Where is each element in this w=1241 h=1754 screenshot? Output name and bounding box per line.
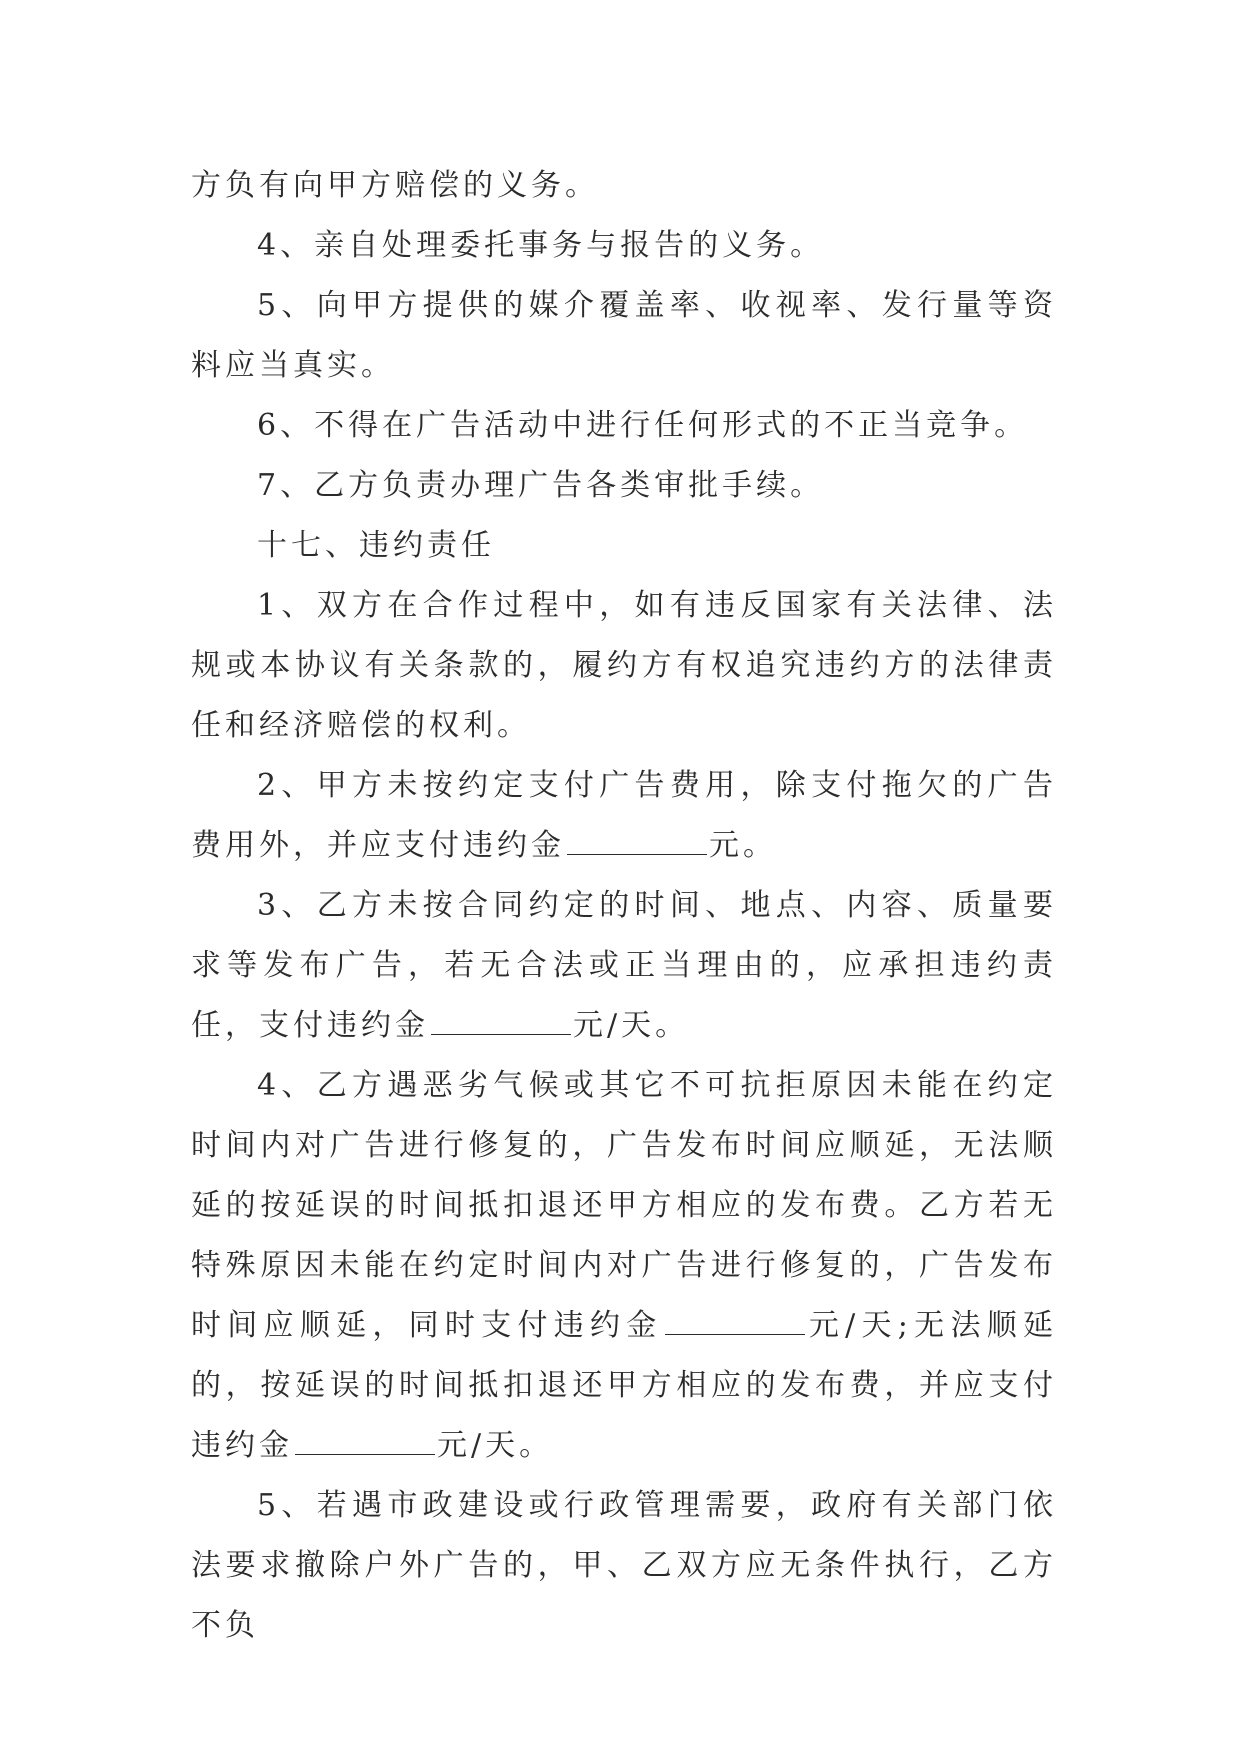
paragraph-continuation	[191, 156, 1057, 216]
paragraph-text: 元/天;无法顺延的，按延误的时间抵扣退还甲方相应的发布费，并应支付违约金	[191, 1308, 1058, 1463]
liability-clause-2	[191, 756, 1057, 876]
paragraph-text: 元/天。	[573, 1008, 690, 1043]
contract-body-text	[191, 156, 1057, 1656]
paragraph-text: 2、甲方未按约定支付广告费用，除支付拖欠的广告费用外，并应支付违约金	[191, 768, 1057, 863]
fill-in-blank	[567, 824, 707, 855]
section-heading-liability	[191, 516, 1057, 576]
liability-clause-1	[191, 576, 1057, 756]
liability-clause-5	[191, 1476, 1057, 1656]
clause-7-approval-procedures	[191, 456, 1057, 516]
paragraph-text: 4、乙方遇恶劣气候或其它不可抗拒原因未能在约定时间内对广告进行修复的，广告发布时间应顺延，无法顺延的按延误的时间抵扣退还甲方相应的发布费。乙方若无特殊原因未能在约定时间内对广告进行修复的，广告发布时间应顺延，同时支付违约金	[191, 1068, 1057, 1343]
paragraph-text: 6、不得在广告活动中进行任何形式的不正当竞争。	[257, 408, 1029, 443]
paragraph-text: 7、乙方负责办理广告各类审批手续。	[257, 468, 825, 503]
liability-clause-4	[191, 1056, 1057, 1476]
fill-in-blank	[665, 1304, 805, 1335]
liability-clause-3	[191, 876, 1057, 1056]
paragraph-text: 元/天。	[437, 1428, 554, 1463]
fill-in-blank	[431, 1004, 571, 1035]
paragraph-text: 1、双方在合作过程中，如有违反国家有关法律、法规或本协议有关条款的，履约方有权追究违约方的法律责任和经济赔偿的权利。	[191, 588, 1057, 743]
paragraph-text: 方负有向甲方赔偿的义务。	[191, 168, 599, 203]
fill-in-blank	[295, 1424, 435, 1455]
clause-5-media-data	[191, 276, 1057, 396]
paragraph-text: 5、向甲方提供的媒介覆盖率、收视率、发行量等资料应当真实。	[191, 288, 1057, 383]
paragraph-text: 4、亲自处理委托事务与报告的义务。	[257, 228, 825, 263]
paragraph-text: 5、若遇市政建设或行政管理需要，政府有关部门依法要求撤除户外广告的，甲、乙双方应无条件执行，乙方不负	[191, 1488, 1057, 1643]
clause-4-personal-handling	[191, 216, 1057, 276]
paragraph-text: 元。	[709, 828, 777, 863]
section-heading-text: 十七、违约责任	[257, 528, 495, 563]
clause-6-no-unfair-competition	[191, 396, 1057, 456]
paragraph-text: 3、乙方未按合同约定的时间、地点、内容、质量要求等发布广告，若无合法或正当理由的，应承担违约责任，支付违约金	[191, 888, 1057, 1043]
